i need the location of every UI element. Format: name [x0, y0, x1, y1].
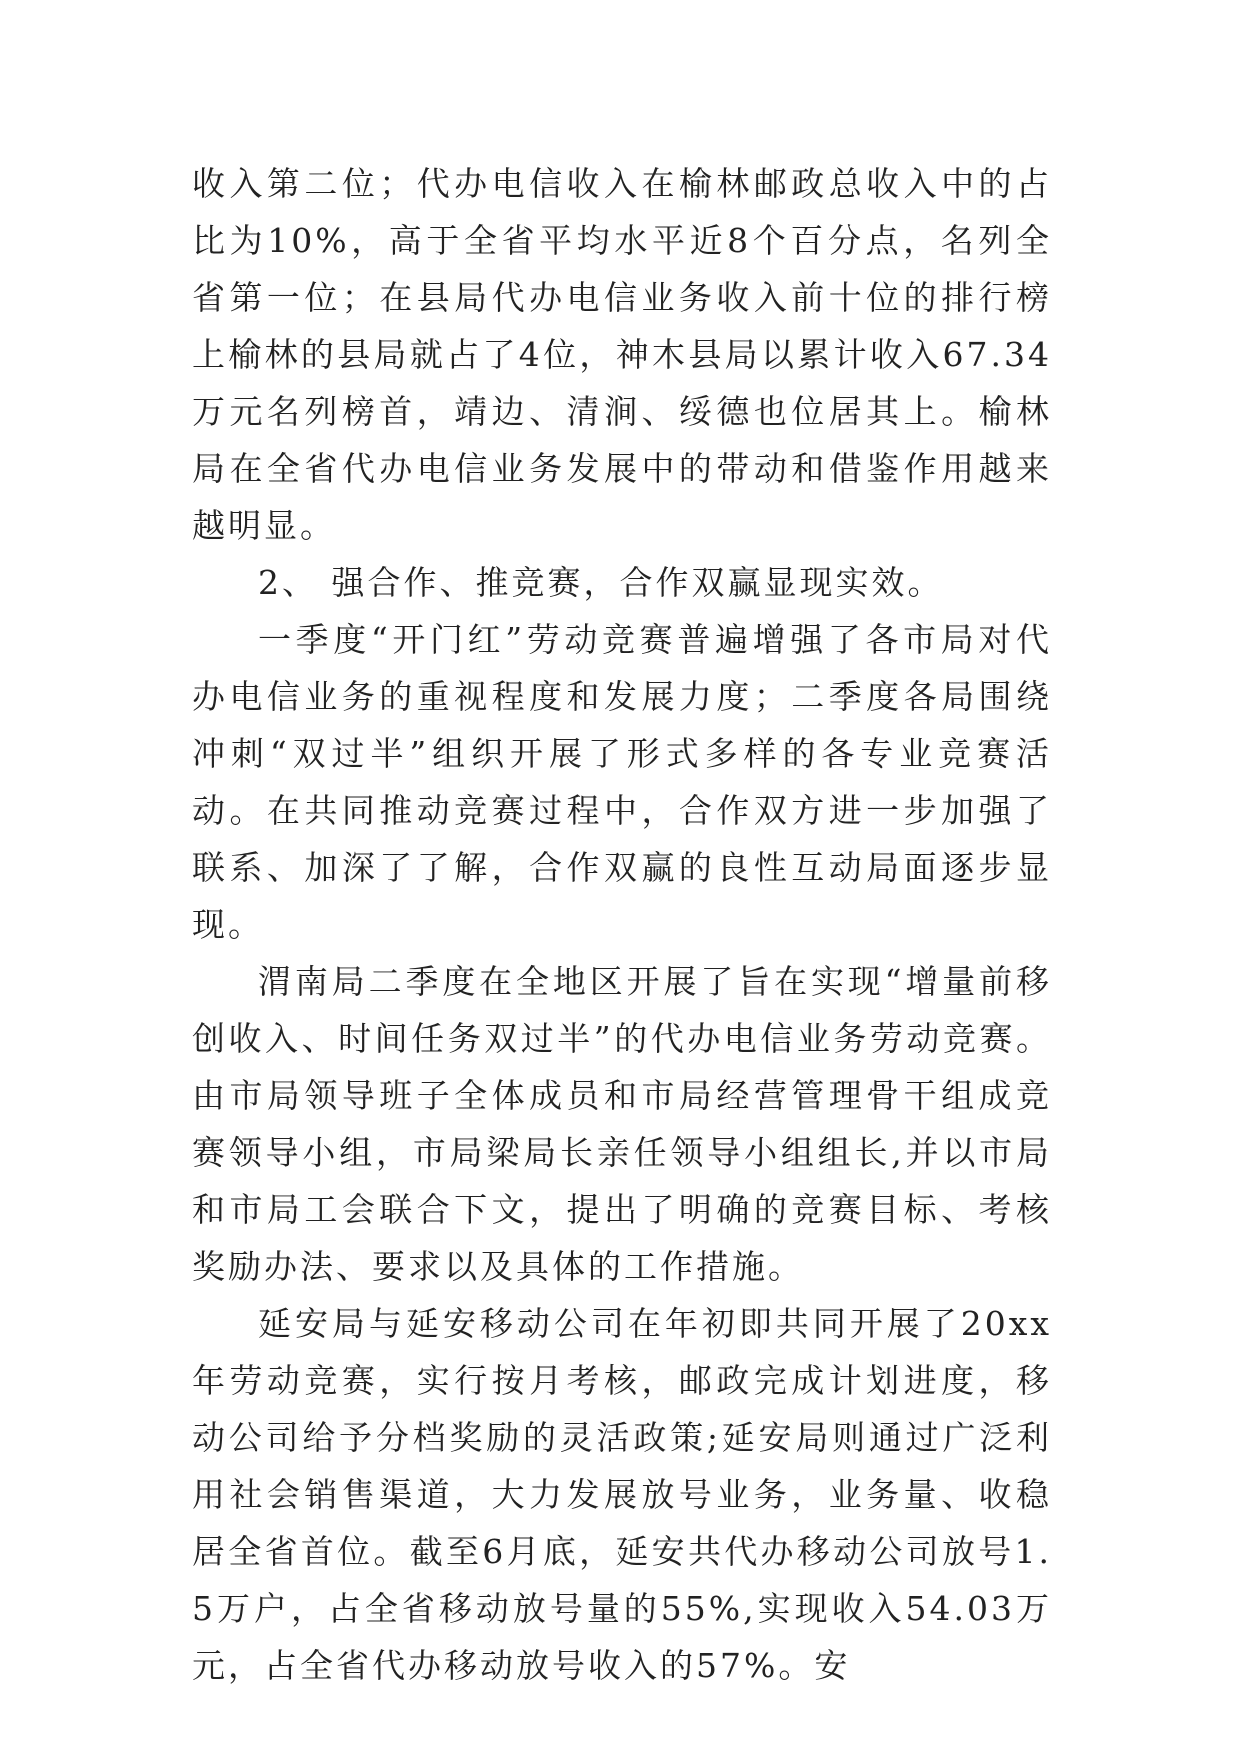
paragraph-weinan: 渭南局二季度在全地区开展了旨在实现“增量前移创收入、时间任务双过半”的代办电信业务劳动竞赛。由市局领导班子全体成员和市局经营管理骨干组成竞赛领导小组，市局梁局长亲任领导小组组长,并以市局和市局工会联合下文，提出了明确的竞赛目标、考核奖励办法、要求以及具体的工作措施。 — [192, 962, 1052, 1286]
document-body — [192, 155, 1052, 1694]
paragraph-continuation: 收入第二位；代办电信收入在榆林邮政总收入中的占比为10%，高于全省平均水平近8个百分点，名列全省第一位；在县局代办电信业务收入前十位的排行榜上榆林的县局就占了4位，神木县局以累计收入67.34万元名列榜首，靖边、清涧、绥德也位居其上。榆林局在全省代办电信业务发展中的带动和借鉴作用越来越明显。 — [192, 164, 1052, 545]
paragraph-competition-overview: 一季度“开门红”劳动竞赛普遍增强了各市局对代办电信业务的重视程度和发展力度；二季度各局围绕冲刺“双过半”组织开展了形式多样的各专业竞赛活动。在共同推动竞赛过程中，合作双方进一步加强了联系、加深了了解，合作双赢的良性互动局面逐步显现。 — [192, 620, 1052, 944]
section-heading: 2、 强合作、推竞赛，合作双赢显现实效。 — [258, 563, 944, 602]
paragraph-yanan: 延安局与延安移动公司在年初即共同开展了20xx年劳动竞赛，实行按月考核，邮政完成计划进度，移动公司给予分档奖励的灵活政策;延安局则通过广泛利用社会销售渠道，大力发展放号业务，业务量、收稳居全省首位。截至6月底，延安共代办移动公司放号1.5万户，占全省移动放号量的55%,实现收入54.03万元，占全省代办移动放号收入的57%。安 — [192, 1304, 1052, 1685]
